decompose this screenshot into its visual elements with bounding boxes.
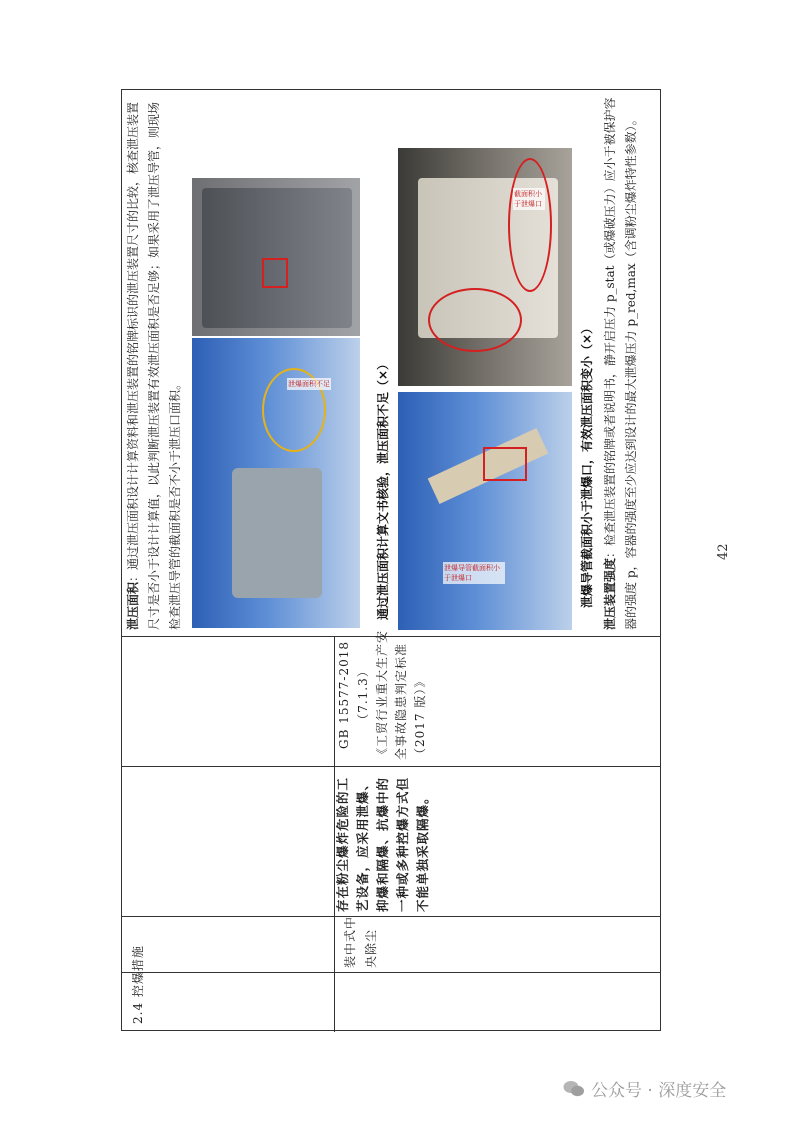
column-divider xyxy=(122,972,660,973)
watermark-text: 公众号 · 深度安全 xyxy=(591,1081,727,1101)
caption-duct-smaller: 泄爆导管截面积小于泄爆口，有效泄压面积变小（×） xyxy=(580,321,594,608)
requirement-text: 存在粉尘爆炸危险的工艺设备，应采用泄爆、抑爆和隔爆、抗爆中的一种或多种控爆方式但不能单独采取隔爆。 xyxy=(335,776,430,912)
pressure-relief-area-title: 泄压面积 xyxy=(126,581,140,630)
relief-device-strength-body: ：检查泄压装置的铭牌或者说明书，静开启压力 p_stat（或爆破压力）应小于被保护容器的强度 p，容器的强度至少应达到设计的最大泄爆压力 p_red,max（含调粉尘爆炸特性参数）。 xyxy=(603,97,638,630)
photo-tag: 截面积小于泄爆口 xyxy=(513,188,545,210)
relief-device-strength-text xyxy=(600,95,642,630)
watermark xyxy=(563,1076,726,1101)
highlight-oval xyxy=(428,288,522,352)
relief-device-strength-title: 泄压装置强度 xyxy=(603,557,617,630)
photo-duct-indoor xyxy=(398,148,572,386)
basis-standard: GB 15577-2018 xyxy=(337,641,351,749)
photo-silo-panel xyxy=(192,178,360,336)
highlight-box xyxy=(262,258,288,288)
photo-tag: 泄爆导管截面积小于泄爆口 xyxy=(443,562,505,584)
column-divider xyxy=(122,766,660,767)
highlight-oval xyxy=(508,158,552,292)
category-label: 装中式中央除尘 xyxy=(343,915,378,968)
caption-area-insufficient: 通过泄压面积计算文书核验，泄压面积不足（×） xyxy=(376,357,390,620)
pressure-relief-area-text xyxy=(123,95,186,630)
wechat-icon xyxy=(563,1080,585,1098)
section-label: 2.4 控爆措施 xyxy=(131,945,145,1024)
photo-duct-roof xyxy=(398,392,572,630)
basis-text xyxy=(335,630,430,760)
page-number: 42 xyxy=(716,543,731,560)
column-divider xyxy=(122,916,660,917)
basis-clause: （7.1.3） xyxy=(356,664,370,726)
photo-tag: 泄爆面积不足 xyxy=(288,380,330,388)
basis-reference: 《工贸行业重大生产安全事故隐患判定标准（2017 版）》 xyxy=(375,629,427,760)
highlight-box xyxy=(483,447,527,481)
pressure-relief-area-body: ：通过泄压面积设计计算资料和泄压装置的铭牌标识的泄压装置尺寸的比较，核查泄压装置尺寸是否小于设计计算值，以此判断泄压装置有效泄压面积是否足够；如果采用了泄压导管，则现场检查泄压导管的截面积是否不小于泄压口面积。 xyxy=(126,101,182,630)
photo-silo-exterior xyxy=(192,338,360,628)
